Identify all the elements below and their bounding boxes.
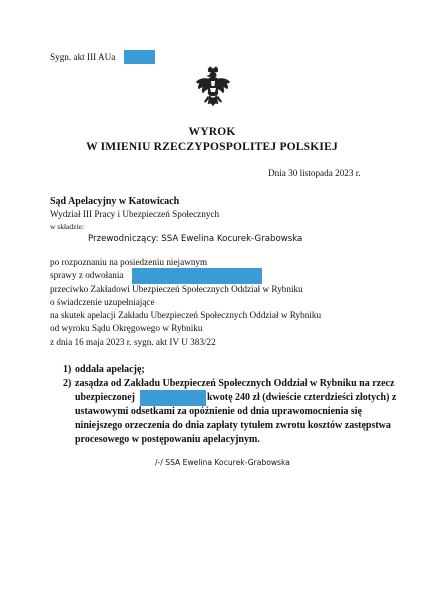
proceedings-line-1: po rozpoznaniu na posiedzeniu niejawnym [50, 257, 208, 267]
judgment-date: Dnia 30 listopada 2023 r. [268, 168, 361, 178]
ruling-1-text: oddala apelację; [75, 364, 145, 375]
proceedings-line-3: przeciwko Zakładowi Ubezpieczeń Społecznych Oddział w Rybniku [50, 284, 303, 294]
ruling-2-line-5: procesowego w postępowaniu apelacyjnym. [75, 434, 260, 445]
document-title: WYROK [188, 126, 236, 138]
document-subtitle: W IMIENIU RZECZYPOSPOLITEJ POLSKIEJ [86, 141, 338, 153]
proceedings-line-5: na skutek apelacji Zakładu Ubezpieczeń Społecznych Oddział w Rybniku [50, 310, 322, 320]
ruling-2-insured-label: ubezpieczonej [75, 392, 135, 403]
proceedings-line-4: o świadczenie uzupełniające [50, 297, 155, 307]
redacted-appellant-name [132, 268, 262, 284]
redacted-insured-name [140, 390, 206, 406]
proceedings-line-2: sprawy z odwołania [50, 270, 124, 280]
eagle-emblem-icon [194, 66, 232, 122]
proceedings-line-7: z dnia 16 maja 2023 r. sygn. akt IV U 383/22 [50, 337, 216, 347]
redacted-case-number [124, 50, 155, 64]
court-name: Sąd Apelacyjny w Katowicach [50, 196, 180, 207]
court-composition-label: w składzie: [50, 222, 84, 231]
court-division: Wydział III Pracy i Ubezpieczeń Społecznych [50, 209, 220, 219]
ruling-1-number: 1) [63, 364, 72, 375]
proceedings-line-6: od wyroku Sądu Okręgowego w Rybniku [50, 323, 203, 333]
case-reference: Sygn. akt III AUa [50, 52, 116, 62]
ruling-2-line-1: zasądza od Zakładu Ubezpieczeń Społecznych Oddział w Rybniku na rzecz [75, 378, 395, 389]
judge-signature: /-/ SSA Ewelina Kocurek-Grabowska [155, 458, 290, 467]
ruling-2-number: 2) [63, 378, 72, 389]
presiding-judge: Przewodniczący: SSA Ewelina Kocurek-Grabowska [88, 234, 303, 244]
ruling-2-line-3: ustawowymi odsetkami za opóźnienie od dnia uprawomocnienia się [75, 406, 362, 417]
ruling-2-line-4: niniejszego orzeczenia do dnia zapłaty tytułem zwrotu kosztów zastępstwa [75, 420, 391, 431]
ruling-2-amount: kwotę 240 zł (dwieście czterdzieści złotych) z [207, 392, 397, 403]
